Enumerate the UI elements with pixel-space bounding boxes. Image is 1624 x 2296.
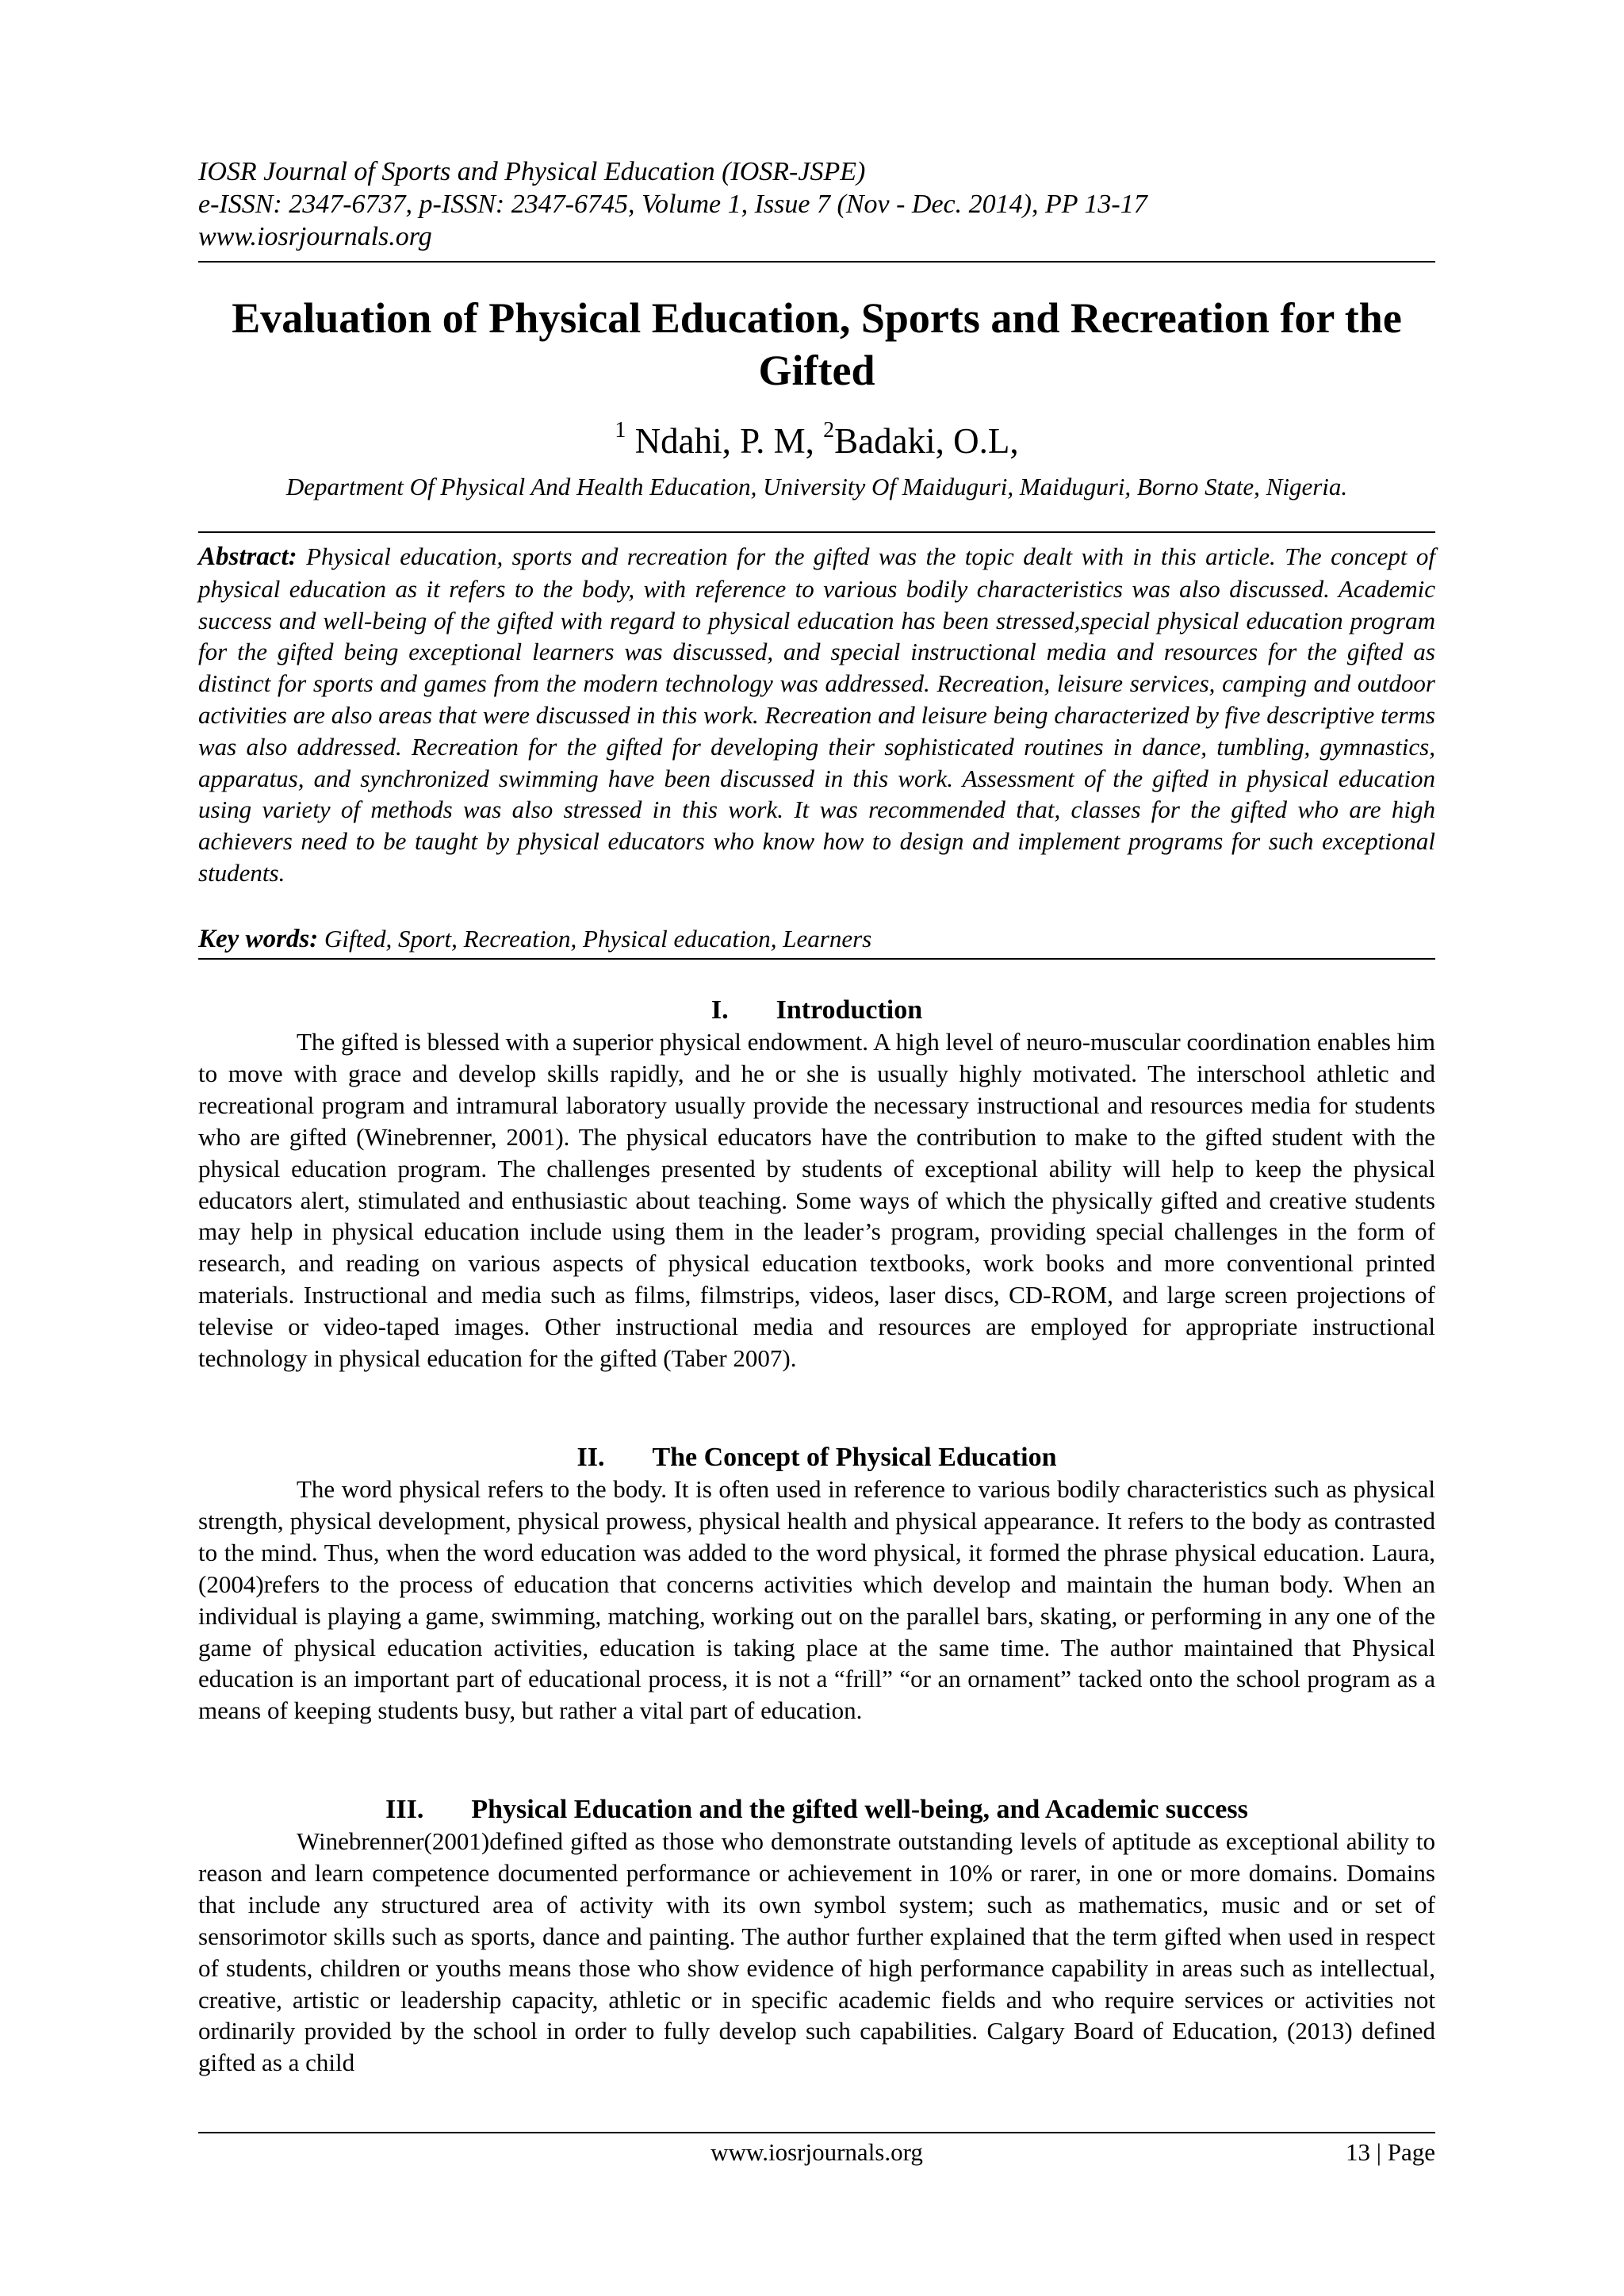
abstract-text: Physical education, sports and recreation for the gifted was the topic dealt with in this article. The concept of physical education as it refers to the body, with reference to various bodily characteristics was also discussed. Academic success and well-being of the gifted with regard to physical education has been stressed,special physical education program for the gifted being exceptional learners was discussed, and special instructional media and resources for the gifted as distinct for sports and games from the modern technology was addressed. Recreation, leisure services, camping and outdoor activities are also areas that were discussed in this work. Recreation and leisure being characterized by five descriptive terms was also addressed. Recreation for the gifted for developing their sophisticated routines in dance, tumbling, gymnastics, apparatus, and synchronized swimming have been discussed in this work. Assessment of the gifted in physical education using variety of methods was also stressed in this work. It was recommended that, classes for the gifted who are high achievers need to be taught by physical educators who know how to design and implement programs for such exceptional students. (198, 542, 1436, 887)
footer-website[interactable]: www.iosrjournals.org (710, 2138, 923, 2166)
section-2-body: The word physical refers to the body. It is often used in reference to various bodily characteristics such as physical strength, physical development, physical prowess, physical health and physical appearance. It refers to the body as contrasted to the mind. Thus, when the word education was added to the word physical, it formed the phrase physical education. Laura, (2004)refers to the process of education that concerns activities which develop and maintain the human body. When an individual is playing a game, swimming, matching, working out on the parallel bars, skating, or performing in any one of the game of physical education activities, education is taking place at the same time. The author maintained that Physical education is an important part of educational process, it is not a “frill” “or an ornament” tacked onto the school program as a means of keeping students busy, but rather a vital part of education. (198, 1475, 1435, 1725)
section-1-number: I. (710, 995, 729, 1025)
keywords (198, 923, 1435, 955)
keywords-label: Key words: (198, 925, 319, 953)
author2-name: Badaki, O.L, (834, 421, 1019, 461)
section-2-number: II. (576, 1443, 605, 1472)
footer-rule (198, 2132, 1435, 2133)
author1-superscript: 1 (615, 418, 626, 443)
header-rule (198, 261, 1435, 263)
author2-superscript: 2 (823, 418, 835, 443)
section-3-title: Physical Education and the gifted well-being, and Academic success (471, 1795, 1248, 1824)
section-3-heading (198, 1794, 1435, 1826)
section-1-body: The gifted is blessed with a superior physical endowment. A high level of neuro-muscular coordination enables him to move with grace and develop skills rapidly, and he or she is usually highly motivated. The interschool athletic and recreational program and intramural laboratory usually provide the necessary instructional and resources media for students who are gifted (Winebrenner, 2001). The physical educators have the contribution to make to the gifted student with the physical education program. The challenges presented by students of exceptional ability will help to keep the physical educators alert, stimulated and enthusiastic about teaching. Some ways of which the physically gifted and creative students may help in physical education include using them in the leader’s program, providing special challenges in the form of research, and reading on various aspects of physical education textbooks, work books and more conventional printed materials. Instructional and media such as films, filmstrips, videos, laser discs, CD-ROM, and large screen projections of televise or video-taped images. Other instructional media and resources are employed for appropriate instructional technology in physical education for the gifted (Taber 2007). (198, 1028, 1435, 1373)
keywords-text: Gifted, Sport, Recreation, Physical education, Learners (324, 925, 872, 953)
paper-title: Evaluation of Physical Education, Sports and Recreation for the Gifted (232, 294, 1402, 394)
abstract-bottom-rule (198, 958, 1435, 960)
footer-page-number: 13 | Page (1346, 2138, 1435, 2166)
section-2-heading (198, 1442, 1435, 1474)
affiliation: Department Of Physical And Health Education, University Of Maiduguri, Maiduguri, Borno State, Nigeria. (285, 473, 1348, 500)
abstract-label: Abstract: (198, 542, 297, 571)
section-1-title: Introduction (776, 995, 923, 1025)
journal-issn: e-ISSN: 2347-6737, p-ISSN: 2347-6745, Volume 1, Issue 7 (Nov - Dec. 2014), PP 13-17 (198, 190, 1147, 219)
journal-website[interactable]: www.iosrjournals.org (198, 222, 432, 251)
section-2-title: The Concept of Physical Education (652, 1443, 1057, 1472)
journal-header (198, 155, 1435, 253)
section-3-body: Winebrenner(2001)defined gifted as those who demonstrate outstanding levels of aptitude as exceptional ability to reason and learn competence documented performance or achievement in 10% or rarer, in one or more domains. Domains that include any structured area of activity with its own symbol system; such as mathematics, music and or set of sensorimotor skills such as sports, dance and painting. The author further explained that the term gifted when used in respect of students, children or youths means those who show evidence of high performance capability in areas such as intellectual, creative, artistic or leadership capacity, athletic or in specific academic fields and who require services or activities not ordinarily provided by the school in order to fully develop such capabilities. Calgary Board of Education, (2013) defined gifted as a child (198, 1827, 1435, 2077)
author1-name: Ndahi, P. M, (626, 421, 824, 461)
abstract (198, 541, 1435, 889)
abstract-top-rule (198, 531, 1435, 533)
journal-name: IOSR Journal of Sports and Physical Education (IOSR-JSPE) (198, 157, 866, 186)
section-1-heading (198, 995, 1435, 1026)
section-3-number: III. (385, 1795, 424, 1824)
authors (198, 419, 1435, 463)
